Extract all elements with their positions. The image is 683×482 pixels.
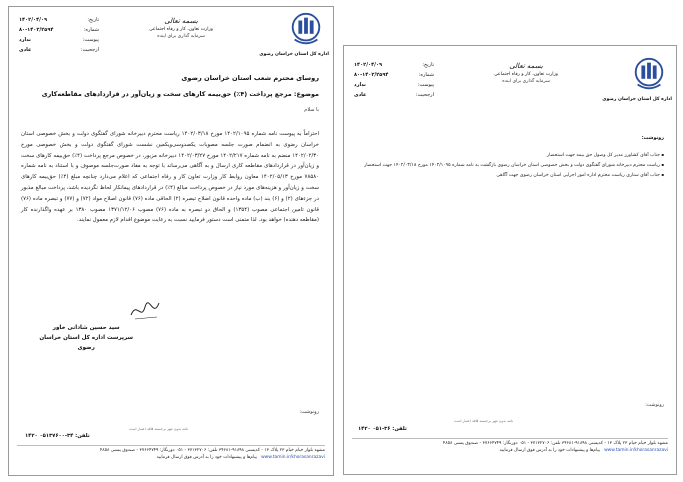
addressee: روسای محترم شعب استان خراسان رضوی [181, 74, 319, 82]
ministry-slogan-2: سرمایه گذاری برای اینده [502, 79, 550, 84]
subject-line: موضوع: مرجع پرداخت (۴٪) حق‌بیمه کارهای سخت و زیان‌آور در قراردادهای مقاطعه‌کاری [41, 90, 319, 98]
footer-note-2: نامه بدون مهر برجسته فاقد اعتبار است [454, 419, 514, 423]
date-value: ۱۴۰۲/۰۴/۰۹ [19, 17, 48, 23]
header-center [149, 17, 213, 39]
date-label-2: تاریخ: [422, 62, 434, 68]
footer-email-note: پیام‌ها و پیشنهادات خود را به آدرس فوق ارسال فرمایید [156, 455, 257, 460]
priority-label: ارجحیت: [80, 47, 99, 53]
signer-name: سید حسین شادانی خاور [52, 325, 120, 331]
footer-divider-2 [352, 438, 668, 439]
attachment-label: پیوست: [82, 37, 99, 43]
attachment-label-2: پیوست: [417, 82, 434, 88]
bismillah: بسمه تعالی [164, 17, 198, 25]
ministry-slogan: سرمایه گذاری برای اینده [157, 34, 205, 39]
footer-phone: تلفن: ۳۴-۰۵۱۳۷۶۰۰ ۱۴۲۰ [25, 433, 90, 439]
date-label: تاریخ: [87, 17, 99, 23]
social-security-logo-icon [630, 56, 668, 94]
header-center-2 [494, 62, 558, 84]
number-label: شماره: [83, 27, 99, 33]
signer-title: سرپرست اداره کل استان خراسان [39, 335, 133, 341]
footer-address-block-2 [352, 440, 668, 454]
number-value: ۸۰-۱۴۰۲/۲۵۹۴ [19, 27, 54, 33]
date-value-2: ۱۴۰۲/۰۴/۰۹ [354, 62, 383, 68]
distribution-item: ▪ ریاست محترم دبیرخانه شورای گفتگوی دولت و بخش خصوصی استان خراسان رضوی بازگشت به نامه شماره ۱۴۰۲/۱۰۹۵ مورخ ۱۴۰۲/۰۳/۱۸ جهت استحضار [354, 160, 664, 170]
distribution-item: ▪ جناب آقای کشاورز مدیر کل وصول حق بیمه جهت استحضار [354, 150, 664, 160]
letter-page-2 [343, 45, 677, 475]
signature-icon [129, 297, 163, 323]
distribution-list [354, 150, 664, 180]
priority-value-2: عادی [354, 92, 367, 98]
footer-website[interactable]: www.tamin.ir/khorasanrazavi [261, 455, 325, 460]
attachment-value-2: ندارد [354, 82, 366, 88]
footer-phone-2: تلفن: ۳۶-۰۵۱ ۱۴۲۰ [358, 426, 407, 432]
cc-label: رونوشت: [299, 409, 319, 415]
greeting: با سلام [304, 107, 319, 113]
letter-header-2 [344, 52, 676, 112]
letter-page-1 [8, 6, 334, 476]
priority-label-2: ارجحیت: [415, 92, 434, 98]
signer-block [39, 323, 133, 353]
bismillah-2: بسمه تعالی [509, 62, 543, 70]
footer-address-block [17, 447, 325, 461]
footer-divider [17, 445, 325, 446]
footer-address: مشهد بلوار خیام خیام ۲۳ پلاک ۱۳ - کدپستی ۹۱۸۹۸-۳۴۶۸۱ تلفن: ۳۷۱۳۲۷۰۶ - ۰۵۱ دورنگار: ۳۷۶۶۴۷۴۹ - صندوق پستی ۴۸۵۸ [99, 448, 325, 453]
footer-website-2[interactable]: www.tamin.ir/khorasanrazavi [604, 448, 668, 453]
distribution-title: رونوشت: [641, 136, 664, 141]
ministry-name-2: وزارت تعاون، کار و رفاه اجتماعی [494, 72, 558, 77]
number-value-2: ۸۰-۱۴۰۲/۲۵۹۴ [354, 72, 389, 78]
distribution-item: ▪ جناب آقای ستاری ریاست محترم اداره امور اجرایی استان خراسان رضوی جهت آگاهی [354, 170, 664, 180]
social-security-logo-icon [287, 11, 325, 49]
number-label-2: شماره: [418, 72, 434, 78]
office-name: اداره کل استان خراسان رضوی [259, 52, 329, 57]
footer-address-2: مشهد بلوار خیام خیام ۲۳ پلاک ۱۳ - کدپستی ۹۱۸۹۸-۳۴۶۸۱ تلفن: ۳۷۱۳۲۷۰۶ - ۰۵۱ دورنگار: ۳۷۶۶۴۷۴۹ - صندوق پستی ۴۸۵۸ [442, 441, 668, 446]
letter-header [9, 7, 333, 67]
cc-label-2: رونوشت: [645, 403, 664, 408]
letter-meta [19, 15, 99, 55]
priority-value: عادی [19, 47, 32, 53]
letter-body: احتراماً به پیوست نامه شماره ۱۴۰۲/۱۰۹۵ مورخ ۱۴۰۲/۰۳/۱۸ ریاست محترم دبیرخانه شورای گفتگوی دولت و بخش خصوصی استان خراسان رضوی به انضمام صورت جلسه مصوبات یکصدوسی‌ویکمین نشست شورای گفتگوی دولت و بخش خصوصی مورخ ۱۴۰۲/۰۲/۳۰ منضم به نامه شماره ۱۴۰۲/۲۱۷ مورخ ۱۴۰۲/۰۳/۲۷ دبیرخانه مزبور، در خصوص مرجع پرداخت (۴٪) حق‌بیمه کارهای سخت و زیان‌آور در قراردادهای مقاطعه کاری ارسال و به آگاهی می‌رساند با توجه به مفاد صورت‌جلسه موصوف و با استناد به نامه شماره ۷۸۵۸۰ مورخ ۱۴۰۲/۰۵/۱۳ معاون روابط کار وزارت تعاون کار و رفاه اجتماعی که اعلام می‌دارد چنانچه مبلغ (۴٪) حق‌بیمه کارهای سخت و زیان‌آور و هزینه‌های مورد نیاز در خصوص پرداخت مبالغ (۴٪) در قراردادهای پیمانکار لحاظ نگردیده باشد، پرداخت مبالغ مذبور در جزءهای (۲) و (۶) بند (ب) ماده واحده قانون اصلاح تبصره (۲) الحاقی ماده (۷۶) قانون اصلاح مواد (۷۲) و (۷۷) و تبصره ماده (۷۶) قانون تامین اجتماعی مصوب (۱۳۵۴) و الحاق دو تبصره به ماده (۷۶) مصوب ۱۳۷۱/۱۲/۰۶ مصوب ۱۳۸۰ بر عهده واگذارنده کار (مقاطعه دهنده) خواهد بود. لذا متمنی است دستور فرمایید نسبت به رعایت موضوع اقدام لازم معمول نمایند. [21, 131, 320, 224]
letter-meta-2 [354, 60, 434, 100]
signer-title-line-2: رضوی [77, 345, 95, 351]
footer-email-note-2: پیام‌ها و پیشنهادات خود را به آدرس فوق ارسال فرمایید [499, 448, 600, 453]
ministry-name: وزارت تعاون، کار و رفاه اجتماعی [149, 27, 213, 32]
attachment-value: ندارد [19, 37, 31, 43]
footer-note: نامه بدون مهر برجسته فاقد اعتبار است [129, 427, 189, 431]
office-name-2: اداره کل استان خراسان رضوی [602, 97, 672, 102]
